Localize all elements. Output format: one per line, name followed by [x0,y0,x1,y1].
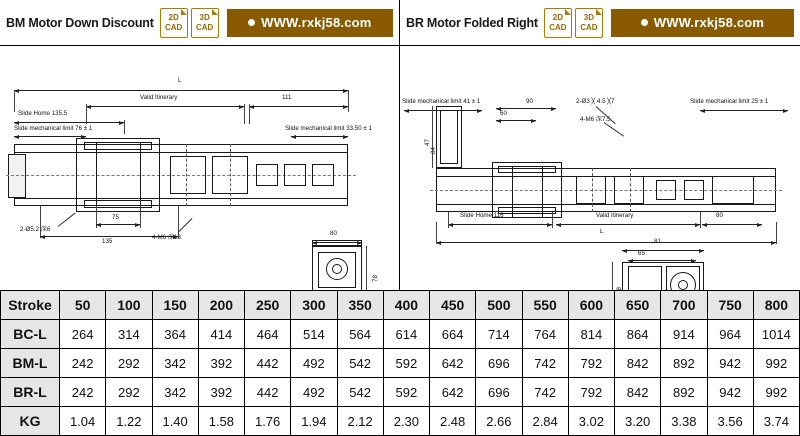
cell-kg-14: 3.56 [707,407,753,436]
cell-bc-l-12: 864 [615,320,661,349]
cad-3d-badge-right[interactable] [575,8,603,38]
right-hole-note-bottom: 4-M6 深7.5 [580,116,611,123]
spec-table-wrapper [0,290,800,434]
table-row [1,378,800,407]
left-detail-3 [256,164,278,186]
cell-bc-l-14: 964 [707,320,753,349]
cad-2d-badge-right-line1: 2D [552,13,563,22]
website-url-left: WWW.rxkj58.com [261,15,372,30]
right-dim-47-label: 47 [424,139,431,146]
left-valid-itinerary-label: Valid Itinerary [140,94,178,101]
left-ext-5 [249,104,250,124]
panel-drawing-left [0,46,399,289]
cad-2d-badge-line1: 2D [168,13,179,22]
cad-3d-badge-right-line1: 3D [583,13,594,22]
cell-br-l-12: 842 [615,378,661,407]
cell-br-l-15: 992 [753,378,799,407]
cell-br-l-8: 642 [430,378,476,407]
cad-badges-left [160,8,219,38]
left-ext-1 [14,90,15,112]
column-header-750: 750 [707,291,753,320]
cell-br-l-0: 242 [60,378,106,407]
cell-bc-l-7: 614 [383,320,429,349]
cell-kg-9: 2.66 [476,407,522,436]
left-dim-111-line [249,106,348,107]
left-ext-2 [348,90,349,112]
column-header-300: 300 [291,291,337,320]
left-detail-5 [312,164,334,186]
table-row [1,407,800,436]
cell-bm-l-0: 242 [60,349,106,378]
cell-bm-l-6: 542 [337,349,383,378]
column-header-500: 500 [476,291,522,320]
right-dim-80-line [702,224,762,225]
right-valid-itinerary-label: Valid Itinerary [596,212,634,219]
cell-kg-2: 1.40 [152,407,198,436]
left-carriage-top-plate [84,142,152,150]
cell-bm-l-13: 892 [661,349,707,378]
right-motor-inner [440,110,458,164]
right-ext-2 [448,212,449,228]
cell-br-l-4: 442 [245,378,291,407]
cell-kg-13: 3.38 [661,407,707,436]
cell-bm-l-5: 492 [291,349,337,378]
column-header-150: 150 [152,291,198,320]
row-label-bc-l: BC-L [1,320,60,349]
cell-bm-l-15: 992 [753,349,799,378]
website-bar-left[interactable] [227,9,393,37]
cell-kg-5: 1.94 [291,407,337,436]
column-header-450: 450 [430,291,476,320]
cad-2d-badge-left[interactable] [160,8,188,38]
right-slide-home-line [448,224,552,225]
column-header-stroke: Stroke [1,291,60,320]
left-sideview-bore-inner [332,264,342,274]
left-sideview-width-label: 80 [330,230,337,237]
left-dim-135-label: 135 [102,238,113,245]
cell-bm-l-9: 696 [476,349,522,378]
left-slide-mech-limit-label: Slide mechanical limit 76 ± 1 [14,125,93,132]
cell-bm-l-14: 942 [707,349,753,378]
column-header-250: 250 [245,291,291,320]
right-dim-90-label: 90 [526,98,533,105]
cell-br-l-2: 342 [152,378,198,407]
cell-br-l-1: 292 [106,378,152,407]
right-slide-home-label: Slide Home 116 [460,212,504,219]
cell-bm-l-1: 292 [106,349,152,378]
cell-kg-3: 1.58 [198,407,244,436]
cad-3d-badge-line2: CAD [196,22,214,32]
spec-table [0,290,800,436]
left-ext-11 [366,246,367,294]
website-bar-right[interactable] [611,9,794,37]
column-header-600: 600 [568,291,614,320]
left-slide-mech-limit-right-label: Slide mechanical limit 33.50 ± 1 [285,125,372,132]
column-header-550: 550 [522,291,568,320]
left-leader-1 [58,213,76,227]
left-leader-2 [178,218,193,233]
cell-br-l-13: 892 [661,378,707,407]
cad-2d-badge-line2: CAD [165,22,183,32]
table-row [1,320,800,349]
right-dim-60-line [496,120,536,121]
column-header-650: 650 [615,291,661,320]
right-slide-mech-limit-left-label: Slide mechanical limit 41 ± 1 [402,98,481,105]
column-header-400: 400 [383,291,429,320]
cell-bc-l-3: 414 [198,320,244,349]
cell-bm-l-11: 792 [568,349,614,378]
left-carriage-bottom-plate [84,200,152,208]
left-detail-dash-1 [186,144,187,206]
cell-bm-l-4: 442 [245,349,291,378]
cell-br-l-11: 792 [568,378,614,407]
left-dim-L-line [14,90,348,91]
cell-bc-l-15: 1014 [753,320,799,349]
right-dim-80-label: 80 [716,212,723,219]
left-sideview-top-flange [312,240,362,246]
cell-bc-l-0: 264 [60,320,106,349]
cell-bm-l-12: 842 [615,349,661,378]
right-ext-6 [776,222,777,244]
left-detail-1 [170,156,206,194]
left-dim-111-label: 111 [282,94,292,101]
cell-kg-0: 1.04 [60,407,106,436]
right-dim-84-label: 84 [430,147,437,154]
cad-badges-right [544,8,603,38]
right-detail-4 [684,180,704,200]
left-motor-block [8,154,26,198]
column-header-800: 800 [753,291,799,320]
left-slide-home-label: Slide Home 135.5 [18,110,68,117]
column-header-350: 350 [337,291,383,320]
cell-bm-l-3: 392 [198,349,244,378]
cell-bm-l-7: 592 [383,349,429,378]
left-ext-3 [86,104,87,124]
cell-kg-12: 3.20 [615,407,661,436]
panel-drawing-right [400,46,800,289]
left-detail-4 [284,164,306,186]
cell-br-l-9: 696 [476,378,522,407]
right-detail-5 [712,176,754,204]
panel-header-left [0,0,399,46]
right-sideview-bore-inner [678,280,688,290]
right-valid-itinerary-line [556,224,700,225]
cell-br-l-5: 492 [291,378,337,407]
right-dim-L-line [436,242,776,243]
right-slide-mech-limit-right-line [700,110,788,111]
right-hole-note-top: 2-Ø3 ╳ 4.5 ╳7 [576,98,615,105]
cell-br-l-10: 742 [522,378,568,407]
right-sideview-inner-label: 65 [638,250,645,257]
left-hole-note-1: 2-Ø5.2 深6 [20,226,51,233]
right-carriage-top-plate [498,166,556,173]
bullet-dot-icon-right [641,19,648,26]
cell-br-l-14: 942 [707,378,753,407]
left-ext-4 [244,104,245,124]
left-ext-9 [140,206,141,228]
cell-bc-l-8: 664 [430,320,476,349]
panel-title-right: BR Motor Folded Right [406,15,538,30]
left-valid-itinerary-line [86,106,244,107]
left-ext-6 [124,120,125,134]
left-rail-line-1 [14,152,348,153]
right-dim-60-label: 60 [500,110,507,117]
website-url-right: WWW.rxkj58.com [653,15,765,30]
cell-br-l-6: 542 [337,378,383,407]
panel-header-right [400,0,800,46]
left-slide-mech-limit-right-line [291,136,348,137]
right-sideview-inner-line [628,260,696,261]
cell-kg-6: 2.12 [337,407,383,436]
cad-2d-badge-right[interactable] [544,8,572,38]
cell-bc-l-6: 564 [337,320,383,349]
right-dim-90-line [496,108,556,109]
row-label-bm-l: BM-L [1,349,60,378]
right-ext-3 [552,212,553,228]
right-sideview-width-label: 81 [654,238,661,245]
cell-bc-l-9: 714 [476,320,522,349]
right-detail-dash-1 [592,168,593,212]
table-row [1,349,800,378]
right-detail-3 [656,180,676,200]
cell-bm-l-2: 342 [152,349,198,378]
cell-bc-l-5: 514 [291,320,337,349]
left-carriage-v1 [96,142,97,212]
cell-kg-8: 2.48 [430,407,476,436]
cad-3d-badge-line1: 3D [199,13,210,22]
cell-kg-1: 1.22 [106,407,152,436]
cell-br-l-3: 392 [198,378,244,407]
cad-3d-badge-right-line2: CAD [580,22,598,32]
column-header-200: 200 [198,291,244,320]
right-rail-line-2 [436,204,776,205]
panel-br-motor-folded-right [400,0,800,290]
row-label-kg: KG [1,407,60,436]
right-carriage-v2 [542,166,543,218]
right-detail-dash-2 [630,168,631,212]
cell-br-l-7: 592 [383,378,429,407]
panel-bm-motor-down-discount [0,0,400,290]
cell-kg-15: 3.74 [753,407,799,436]
cell-kg-10: 2.84 [522,407,568,436]
left-dim-L-label: L [178,77,182,84]
right-detail-2 [614,176,644,204]
right-ext-5 [436,222,437,244]
right-carriage-v1 [512,166,513,218]
left-rail-line-2 [14,198,348,199]
cell-bm-l-8: 642 [430,349,476,378]
right-carriage-bottom-plate [498,207,556,214]
left-detail-dash-2 [230,144,231,206]
left-carriage-v2 [140,142,141,212]
left-dim-75-label: 75 [112,214,119,221]
right-detail-1 [576,176,606,204]
row-label-br-l: BR-L [1,378,60,407]
bullet-dot-icon [248,19,255,26]
cell-bc-l-13: 914 [661,320,707,349]
cell-bc-l-2: 364 [152,320,198,349]
right-dim-L-label: L [600,228,604,235]
cell-kg-7: 2.30 [383,407,429,436]
column-header-100: 100 [106,291,152,320]
column-header-700: 700 [661,291,707,320]
cell-bc-l-10: 764 [522,320,568,349]
left-dim-75-line [96,224,140,225]
right-ext-4 [700,212,701,228]
left-hole-note-2: 4-M6 深13 [152,234,181,241]
cell-kg-4: 1.76 [245,407,291,436]
right-sideview-width-line [622,250,704,251]
column-header-50: 50 [60,291,106,320]
cell-bc-l-1: 314 [106,320,152,349]
left-sideview-height-label: 78 [372,275,379,282]
left-slide-mech-limit-line [14,136,86,137]
cad-2d-badge-right-line2: CAD [549,22,567,32]
cell-bm-l-10: 742 [522,349,568,378]
panel-title-left: BM Motor Down Discount [6,15,154,30]
right-leader-2 [604,122,624,137]
right-slide-mech-limit-right-label: Slide mechanical limit 25 ± 1 [690,98,769,105]
left-ext-7 [40,206,41,238]
cell-bc-l-11: 814 [568,320,614,349]
table-header-row [1,291,800,320]
cell-bc-l-4: 464 [245,320,291,349]
right-ext-1 [432,106,433,168]
left-slide-home-line [14,122,124,123]
cell-kg-11: 3.02 [568,407,614,436]
cad-3d-badge-left[interactable] [191,8,219,38]
